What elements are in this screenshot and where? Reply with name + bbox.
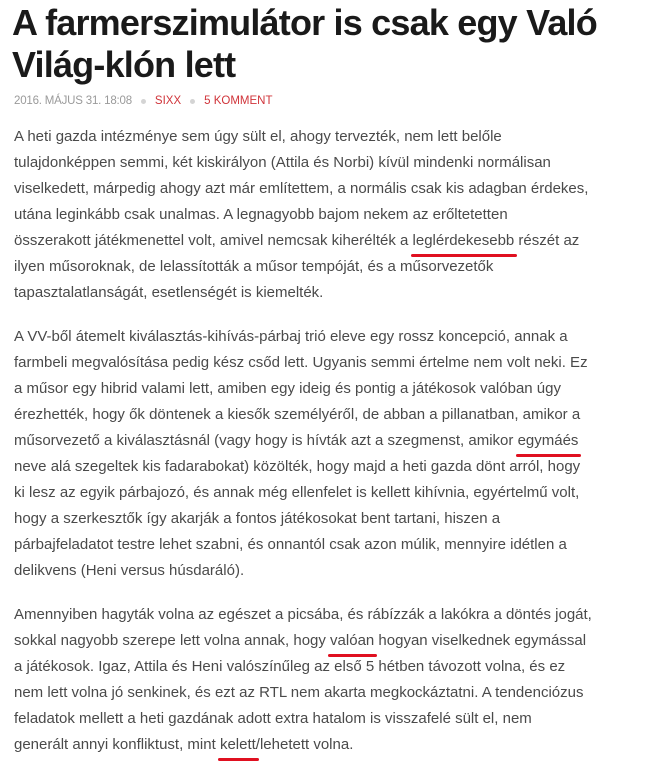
text-line: ki lesz az egyik párbajozó, és annak még ellenfelet is kellett kihívnia, egyértelmű volt, xyxy=(14,484,580,501)
separator-dot xyxy=(141,99,146,104)
text-line: Amennyiben hagyták volna az egészet a picsába, és rábízzák a lakókra a döntés jogát, xyxy=(14,606,592,623)
text-line: A VV-ből átemelt kiválasztás-kihívás-párbaj trió eleve egy rossz koncepció, annak a xyxy=(14,328,568,345)
text-line: viselkedett, márpedig ahogy azt már említettem, a normális csak kis adagban érdekes, xyxy=(14,180,589,197)
text-line: a műsor egy hibrid valami lett, amiben egy ideig és pontig a játékosok valóban úgy xyxy=(14,380,561,397)
text-line: utána leginkább csak unalmas. A legnagyobb bajom nekem az erőltetetten xyxy=(14,206,508,223)
text-segment: generált annyi konfliktust, mint xyxy=(14,736,220,753)
text-segment: hogyan viselkednek egymással xyxy=(374,632,587,649)
text-line: delikvens (Heni versus húsdaráló). xyxy=(14,562,245,579)
text-line: neve alá szegeltek kis fadarabokat) közölték, hogy majd a heti gazda dönt arról, hogy xyxy=(14,458,581,475)
text-line: a játékosok. Igaz, Attila és Heni valószínűleg az első 5 hétben távozott volna, és ez xyxy=(14,658,566,675)
text-segment: műsorvezető a kiválasztásnál (vagy hogy is hívták azt a szegmenst, amikor xyxy=(14,432,518,449)
article-title: A farmerszimulátor is csak egy Való Világ-klón lett xyxy=(12,2,597,85)
text-line xyxy=(14,628,653,654)
typo-underlined-word: egymáés xyxy=(518,428,579,454)
publish-date: 2016. MÁJUS 31. 18:08 xyxy=(14,95,132,107)
text-line: A heti gazda intézménye sem úgy sült el, ahogy tervezték, nem lett belőle xyxy=(14,128,502,145)
author-link[interactable]: SIXX xyxy=(154,95,182,107)
text-line: tulajdonképpen semmi, két kiskirályon (Attila és Norbi) kívül mindenki normálisan xyxy=(14,154,551,171)
comments-link[interactable]: 5 KOMMENT xyxy=(204,95,273,107)
text-line: feladatok mellett a heti gazdának adott extra hatalom is visszafelé sült el, nem xyxy=(14,710,532,727)
text-line: farmbeli megvalósítása pedig kész csőd lett. Ugyanis semmi értelme nem volt neki. Ez xyxy=(14,354,588,371)
text-line: párbajfeladatot testre lehet szabni, és onnantól csak azon múlik, mennyire idétlen a xyxy=(14,536,567,553)
separator-dot xyxy=(190,99,195,104)
text-segment: részét az xyxy=(514,232,580,249)
article-body xyxy=(14,124,653,758)
article-paragraph xyxy=(14,124,653,306)
text-line: ilyen műsoroknak, de lelassították a műsor tempóját, és a műsorvezetők xyxy=(14,258,494,275)
article-meta xyxy=(14,94,273,108)
text-line: tapasztalatlanságát, esetlenségét is kiemelték. xyxy=(14,284,324,301)
article-paragraph xyxy=(14,324,653,584)
typo-underlined-word: leglérdekesebb xyxy=(413,228,515,254)
typo-underlined-word: valóan xyxy=(330,628,374,654)
text-segment: /lehetett volna. xyxy=(255,736,354,753)
text-segment: összerakott játékmenettel volt, amivel nemcsak kiherélték a xyxy=(14,232,413,249)
article-paragraph xyxy=(14,602,653,758)
text-line xyxy=(14,732,653,758)
text-line xyxy=(14,428,653,454)
text-line xyxy=(14,228,653,254)
text-line: hogy a szerkesztők így akarják a fontos játékosokat bent tartani, hiszen a xyxy=(14,510,501,527)
typo-underlined-word: kelett xyxy=(220,732,256,758)
text-line: nem lett volna jó senkinek, és ezt az RTL nem akarta megkockáztatni. A tendenciózus xyxy=(14,684,584,701)
text-line: érezhették, hogy ők döntenek a kiesők személyéről, de abban a pillanatban, amikor a xyxy=(14,406,581,423)
text-segment: sokkal nagyobb szerepe lett volna annak, hogy xyxy=(14,632,331,649)
